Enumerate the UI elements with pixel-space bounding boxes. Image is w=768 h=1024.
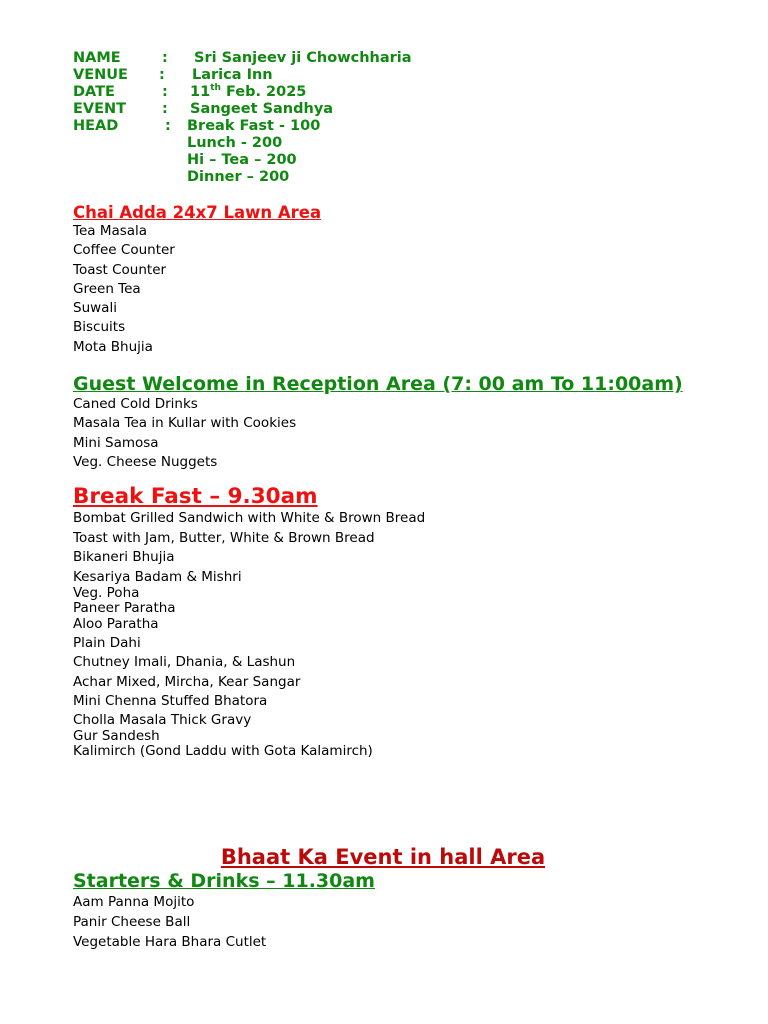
list-item: Green Tea bbox=[73, 280, 141, 297]
list-item: Suwali bbox=[73, 300, 117, 317]
list-item: Biscuits bbox=[73, 319, 126, 336]
list-item: Bombat Grilled Sandwich with White & Brown Bread bbox=[73, 510, 426, 527]
list-item: Bikaneri Bhujia bbox=[73, 548, 175, 565]
detail-row-head bbox=[73, 118, 693, 135]
list-item: Mini Chenna Stuffed Bhatora bbox=[73, 693, 268, 710]
list-item: Aloo Paratha bbox=[73, 615, 159, 632]
event-details bbox=[73, 50, 693, 186]
detail-value: Sri Sanjeev ji Chowchharia bbox=[194, 50, 412, 66]
detail-key: EVENT bbox=[73, 101, 127, 117]
list-item: Panir Cheese Ball bbox=[73, 913, 191, 930]
list-item: Aam Panna Mojito bbox=[73, 893, 195, 910]
list-item: Paneer Paratha bbox=[73, 600, 176, 617]
list-item: Tea Masala bbox=[73, 223, 148, 239]
list-item: Chutney Imali, Dhania, & Lashun bbox=[73, 654, 296, 671]
list-item: Achar Mixed, Mircha, Kear Sangar bbox=[73, 673, 301, 690]
detail-row-date bbox=[73, 84, 693, 101]
list-item: Masala Tea in Kullar with Cookies bbox=[73, 415, 297, 432]
detail-value: Sangeet Sandhya bbox=[190, 101, 334, 117]
head-count-line: Dinner – 200 bbox=[187, 169, 290, 185]
section-title-break-fast: Break Fast – 9.30am bbox=[73, 484, 318, 510]
list-item: Kesariya Badam & Mishri bbox=[73, 569, 242, 586]
list-item: Vegetable Hara Bhara Cutlet bbox=[73, 933, 267, 950]
list-item: Toast with Jam, Butter, White & Brown Bread bbox=[73, 529, 375, 546]
starters-list bbox=[73, 892, 693, 952]
list-item: Mota Bhujia bbox=[73, 338, 153, 355]
detail-row-name bbox=[73, 50, 693, 67]
date-day: 11 bbox=[190, 84, 211, 100]
detail-key: NAME bbox=[73, 50, 121, 66]
list-item: Veg. Cheese Nuggets bbox=[73, 453, 218, 470]
detail-key: HEAD bbox=[73, 118, 119, 134]
head-count-line: Lunch - 200 bbox=[187, 135, 283, 151]
detail-colon: : bbox=[162, 84, 168, 100]
list-item: Gur Sandesh bbox=[73, 727, 160, 744]
list-item: Mini Samosa bbox=[73, 434, 159, 451]
detail-value: Break Fast - 100 bbox=[187, 118, 321, 134]
list-item: Toast Counter bbox=[73, 261, 167, 278]
detail-key: DATE bbox=[73, 84, 115, 100]
list-item: Cholla Masala Thick Gravy bbox=[73, 712, 252, 729]
detail-row-venue bbox=[73, 67, 693, 84]
list-item: Coffee Counter bbox=[73, 242, 175, 259]
date-ordinal: th bbox=[210, 83, 221, 94]
chai-adda-list bbox=[73, 222, 693, 357]
date-rest: Feb. 2025 bbox=[220, 84, 307, 100]
guest-welcome-list bbox=[73, 395, 693, 472]
break-fast-list bbox=[73, 509, 693, 760]
detail-colon: : bbox=[162, 101, 168, 117]
detail-key: VENUE bbox=[73, 67, 128, 83]
detail-colon: : bbox=[162, 50, 168, 66]
detail-row-event bbox=[73, 101, 693, 118]
head-count-line: Hi – Tea – 200 bbox=[187, 152, 297, 168]
detail-colon: : bbox=[165, 118, 171, 134]
section-title-guest-welcome: Guest Welcome in Reception Area (7: 00 am To 11:00am) bbox=[73, 373, 683, 396]
list-item: Kalimirch (Gond Laddu with Gota Kalamirch) bbox=[73, 743, 373, 760]
list-item: Caned Cold Drinks bbox=[73, 396, 198, 413]
list-item: Veg. Poha bbox=[73, 584, 140, 601]
section-title-chai-adda: Chai Adda 24x7 Lawn Area bbox=[73, 203, 322, 222]
section-title-bhaat-event: Bhaat Ka Event in hall Area bbox=[220, 844, 546, 869]
detail-value: Larica Inn bbox=[192, 67, 273, 83]
detail-value bbox=[190, 84, 306, 101]
detail-colon: : bbox=[159, 67, 165, 83]
section-title-starters: Starters & Drinks – 11.30am bbox=[73, 869, 375, 892]
menu-document bbox=[73, 50, 693, 952]
list-item: Plain Dahi bbox=[73, 635, 141, 652]
